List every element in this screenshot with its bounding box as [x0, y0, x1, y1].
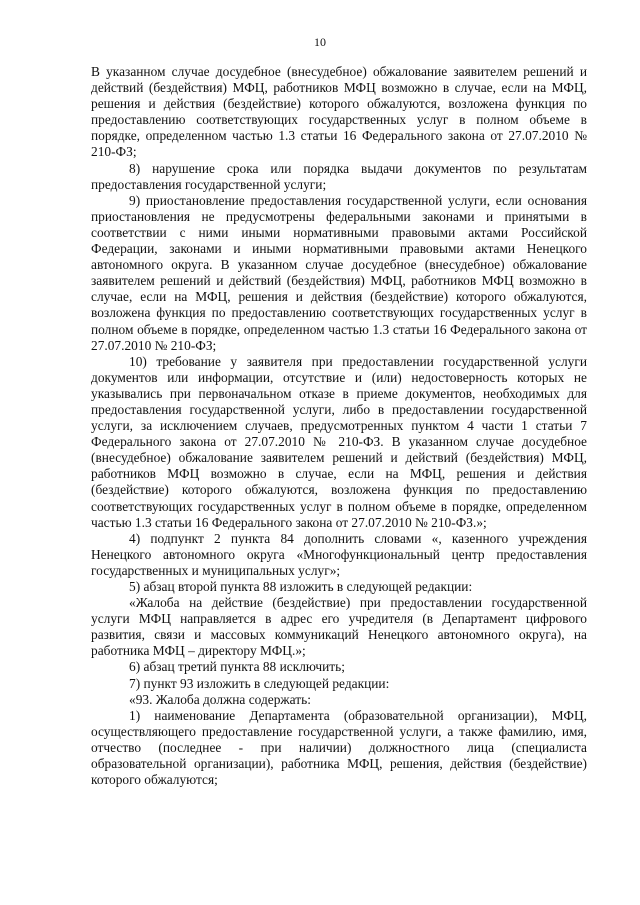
paragraph: 6) абзац третий пункта 88 исключить; — [129, 659, 345, 675]
document-body — [91, 64, 587, 788]
paragraph: 1) наименование Департамента (образовательной организации), МФЦ, осуществляющего предоставление государственной услуги, а также фамилию, имя, отчество (последнее - при наличии) должностного лица (специалиста образовательной организации), работника МФЦ, решения, действия (бездействие) которого обжалуются; — [91, 707, 587, 788]
paragraph: 10) требование у заявителя при предоставлении государственной услуги документов или информации, отсутствие и (или) недостоверность которых не указывались при первоначальном отказе в приеме документов, необходимых для предоставления государственной услуги, либо в предоставлении государственной услуги, за исключением случаев, предусмотренных пунктом 4 части 1 статьи 7 Федерального закона от 27.07.2010 № 210-ФЗ. В указанном случае досудебное (внесудебное) обжалование заявителем решений и действий (бездействия) МФЦ, работников МФЦ возможно в случае, если на МФЦ, решения и действия (бездействие) которого обжалуются, возложена функция по предоставлению соответствующих государственных услуг в полном объеме в порядке, определенном частью 1.3 статьи 16 Федерального закона от 27.07.2010 № 210-ФЗ.»; — [91, 353, 587, 530]
paragraph: 9) приостановление предоставления государственной услуги, если основания приостановления не предусмотрены федеральными законами и принятыми в соответствии с ними иными нормативными правовыми актами Российской Федерации, законами и иными нормативными правовыми актами Ненецкого автономного округа. В указанном случае досудебное (внесудебное) обжалование заявителем решений и действий (бездействия) МФЦ, работников МФЦ возможно в случае, если на МФЦ, решения и действия (бездействие) которого обжалуются, возложена функция по предоставлению соответствующих государственных услуг в полном объеме в порядке, определенном частью 1.3 статьи 16 Федерального закона от 27.07.2010 № 210-ФЗ; — [91, 192, 587, 353]
paragraph: 8) нарушение срока или порядка выдачи документов по результатам предоставления государственной услуги; — [91, 160, 587, 192]
page-number: 10 — [314, 35, 326, 49]
paragraph: 7) пункт 93 изложить в следующей редакции: — [129, 675, 390, 691]
paragraph: «Жалоба на действие (бездействие) при предоставлении государственной услуги МФЦ направляется в адрес его учредителя (в Департамент цифрового развития, связи и массовых коммуникаций Ненецкого автономного округа), на работника МФЦ – директору МФЦ.»; — [91, 595, 587, 659]
paragraph: 5) абзац второй пункта 88 изложить в следующей редакции: — [129, 579, 473, 594]
paragraph: В указанном случае досудебное (внесудебное) обжалование заявителем решений и действий (бездействия) МФЦ, работников МФЦ возможно в случае, если на МФЦ, решения и действия (бездействие) которого обжалуются, возложена функция по предоставлению соответствующих государственных услуг в полном объеме в порядке, определенном частью 1.3 статьи 16 Федерального закона от 27.07.2010 № 210-ФЗ; — [91, 64, 587, 160]
paragraph: «93. Жалоба должна содержать: — [129, 691, 311, 707]
paragraph: 4) подпункт 2 пункта 84 дополнить словами «, казенного учреждения Ненецкого автономного округа «Многофункциональный центр предоставления государственных и муниципальных услуг»; — [91, 530, 587, 578]
